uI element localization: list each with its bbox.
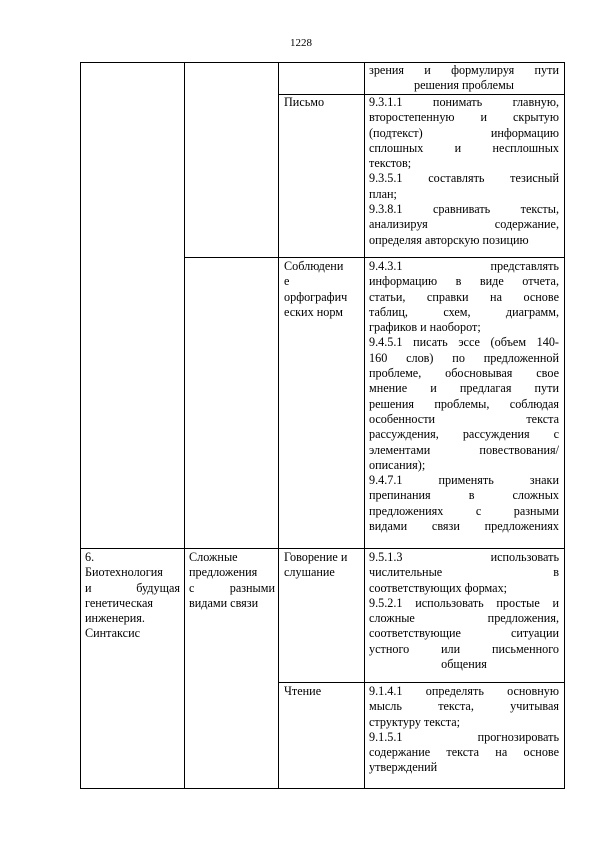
- text-line: числительные в: [369, 565, 559, 580]
- text-line: еских норм: [284, 304, 343, 319]
- text-line: препинания в сложных: [369, 488, 559, 503]
- text-line: 9.3.8.1 сравнивать тексты,: [369, 202, 559, 217]
- text-line: статьи, справки на основе: [369, 289, 559, 304]
- table-border-bottom: [80, 788, 564, 789]
- text-line: Письмо: [284, 95, 325, 109]
- text-line: Сложные: [189, 550, 238, 564]
- text-line: с разными: [189, 580, 275, 595]
- text-line: 9.3.5.1 составлять тезисный: [369, 171, 559, 186]
- text-line: Соблюдени: [284, 259, 344, 273]
- objectives-cell-continuation: [369, 63, 559, 94]
- text-line: устного или письменного: [369, 641, 559, 656]
- section-cell-6: [85, 550, 180, 642]
- text-line: описания);: [369, 457, 426, 472]
- text-line: Синтаксис: [85, 626, 141, 641]
- text-line: инженерия.: [85, 611, 145, 626]
- text-line: орфографич: [284, 289, 348, 304]
- text-line: мнение и предлагая пути: [369, 381, 559, 396]
- text-line: определяя авторскую позицию: [369, 232, 529, 247]
- skill-cell-reading: [284, 684, 362, 699]
- objectives-cell-speaking: [369, 550, 559, 672]
- text-line: соответствующие ситуации: [369, 626, 559, 641]
- page-number: 1228: [290, 37, 312, 49]
- text-line: решения проблемы, соблюдая: [369, 396, 559, 411]
- text-line: 6.: [85, 550, 95, 564]
- objectives-cell-reading: [369, 684, 559, 776]
- text-line: 9.5.1.3 использовать: [369, 550, 559, 564]
- text-line: рассуждения, рассуждения с: [369, 427, 559, 442]
- text-line: Биотехнология: [85, 565, 163, 580]
- text-line: особенности текста: [369, 411, 559, 426]
- skill-cell-spelling: [284, 259, 362, 320]
- text-line: и будущая: [85, 580, 180, 595]
- topic-cell-6: [189, 550, 275, 611]
- text-line: 9.1.5.1 прогнозировать: [369, 729, 559, 744]
- text-line: утверждений: [369, 760, 438, 775]
- row-divider: [184, 257, 564, 258]
- text-line: содержание текста на основе: [369, 745, 559, 760]
- text-line: 9.1.4.1 определять основную: [369, 684, 559, 698]
- text-line: соответствующих формах;: [369, 580, 508, 595]
- text-line: 9.4.3.1 представлять: [369, 259, 559, 273]
- text-line: решения проблемы: [414, 78, 514, 93]
- text-line: слушание: [284, 565, 335, 580]
- text-line: общения: [441, 657, 487, 672]
- text-line: сплошных и несплошных: [369, 140, 559, 155]
- table-border-right: [564, 62, 565, 789]
- text-line: анализируя содержание,: [369, 217, 559, 232]
- text-line: сложные предложения,: [369, 611, 559, 626]
- text-line: е: [284, 274, 290, 289]
- row-divider: [278, 682, 564, 683]
- skill-cell-speaking: [284, 550, 362, 581]
- text-line: 9.4.5.1 писать эссе (объем 140-: [369, 335, 559, 350]
- text-line: генетическая: [85, 595, 154, 610]
- text-line: графиков и наоборот;: [369, 320, 481, 335]
- row-divider: [80, 548, 564, 549]
- skill-cell-writing: [284, 95, 362, 110]
- objectives-cell-spelling: [369, 259, 559, 534]
- text-line: таблиц, схем, диаграмм,: [369, 304, 559, 319]
- column-divider: [184, 62, 185, 789]
- objectives-cell-writing: [369, 95, 559, 248]
- text-line: предложения: [189, 565, 258, 580]
- text-line: структуру текста;: [369, 714, 461, 729]
- text-line: информацию в виде отчета,: [369, 274, 559, 289]
- text-line: мысль текста, учитывая: [369, 699, 559, 714]
- text-line: Чтение: [284, 684, 322, 698]
- text-line: элементами повествования/: [369, 442, 559, 457]
- text-line: Говорение и: [284, 550, 348, 564]
- table-border-left: [80, 62, 81, 789]
- text-line: 9.5.2.1 использовать простые и: [369, 595, 559, 610]
- column-divider: [278, 62, 279, 789]
- text-line: второстепенную и скрытую: [369, 110, 559, 125]
- text-line: проблеме, обосновывая свое: [369, 366, 559, 381]
- text-line: 9.3.1.1 понимать главную,: [369, 95, 559, 109]
- text-line: видами связи: [189, 595, 259, 610]
- column-divider: [364, 62, 365, 789]
- text-line: текстов;: [369, 156, 412, 171]
- text-line: план;: [369, 186, 397, 201]
- text-line: зрения и формулируя пути: [369, 63, 559, 77]
- text-line: предложениях с разными: [369, 503, 559, 518]
- text-line: видами связи предложениях: [369, 519, 559, 534]
- text-line: 160 слов) по предложенной: [369, 350, 559, 365]
- text-line: 9.4.7.1 применять знаки: [369, 473, 559, 488]
- text-line: (подтекст) информацию: [369, 125, 559, 140]
